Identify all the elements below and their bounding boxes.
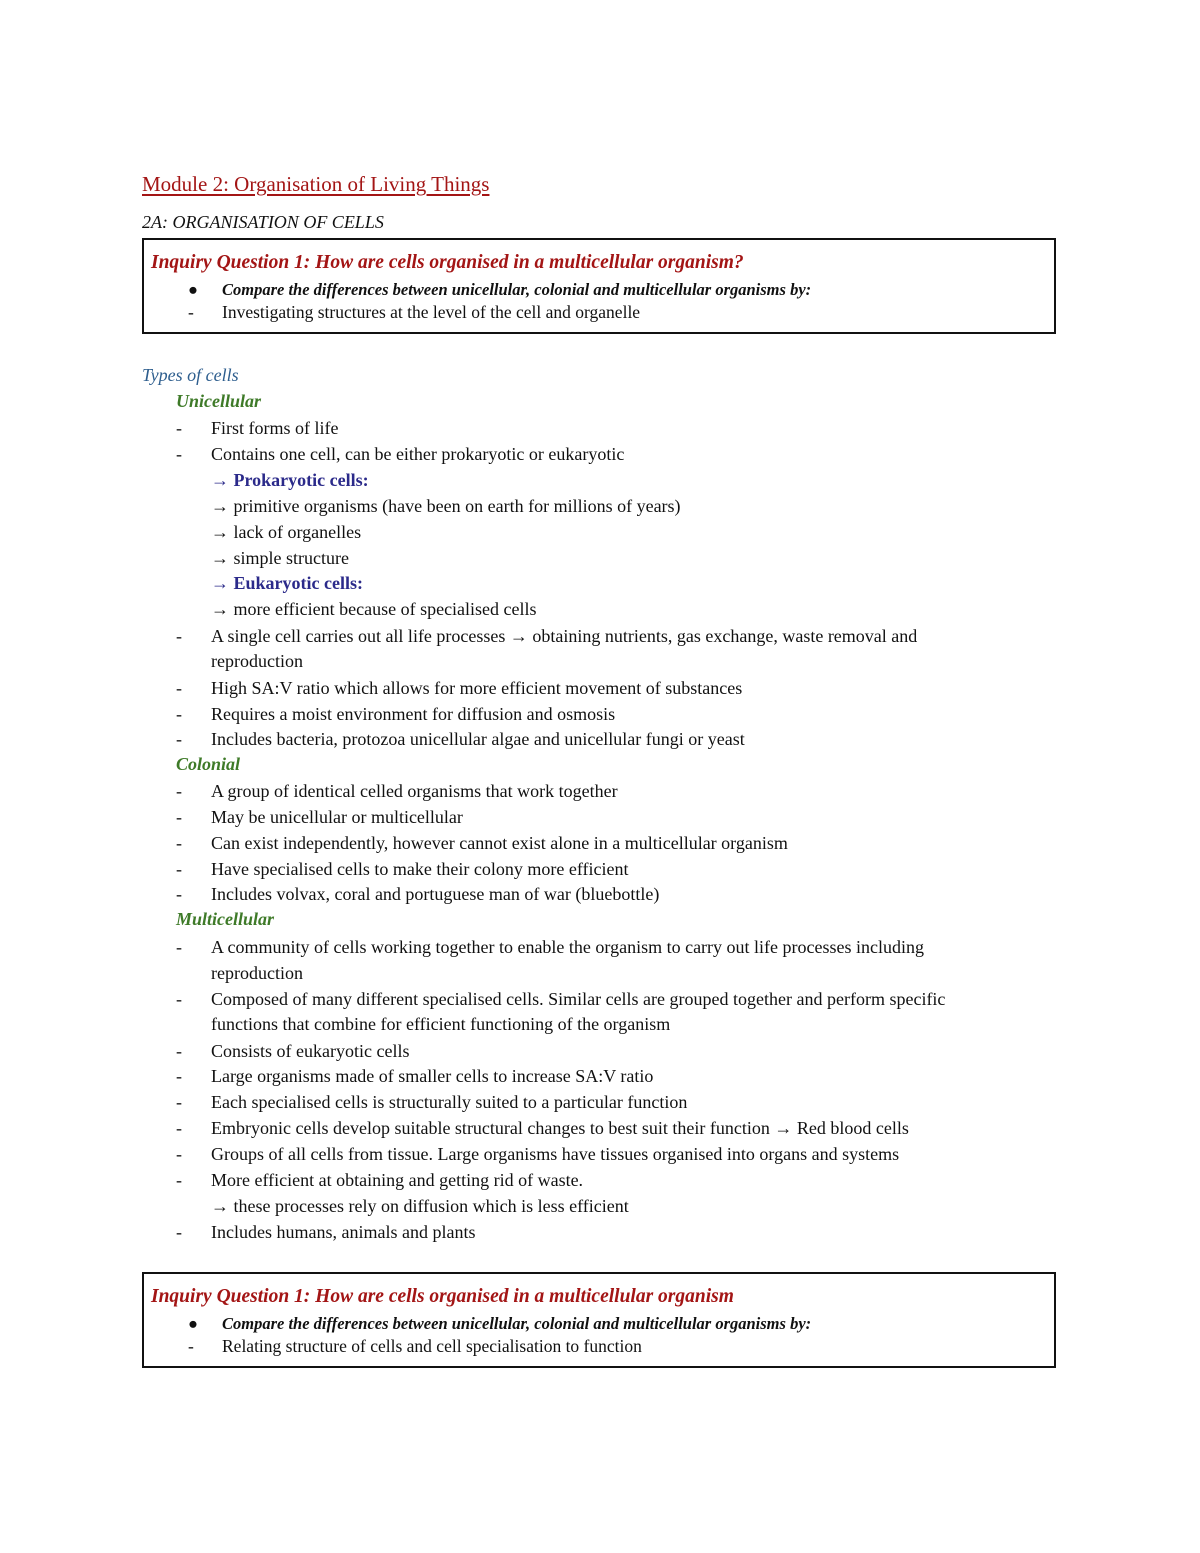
inquiry-box-2 [142, 1272, 1056, 1368]
list-item-text: A single cell carries out all life processes → obtaining nutrients, gas exchange, waste removal and [211, 626, 918, 646]
list-item [176, 1065, 653, 1087]
inquiry-bullet-text: Compare the differences between unicellular, colonial and multicellular organisms by: [222, 280, 812, 299]
list-item-text: Can exist independently, however cannot exist alone in a multicellular organism [211, 833, 788, 853]
prokaryotic-heading: → Prokaryotic cells: [211, 470, 369, 490]
dash-mark: - [176, 807, 182, 827]
list-item [176, 806, 463, 828]
dash-mark: - [176, 884, 182, 904]
dash-mark: - [176, 418, 182, 438]
list-item-text: Requires a moist environment for diffusion and osmosis [211, 704, 616, 724]
dash-mark: - [188, 302, 194, 322]
dash-mark: - [176, 1170, 182, 1190]
inquiry-bullet-text: Compare the differences between unicellular, colonial and multicellular organisms by: [222, 1314, 812, 1333]
list-item-text: Each specialised cells is structurally suited to a particular function [211, 1092, 688, 1112]
list-item-text: May be unicellular or multicellular [211, 807, 463, 827]
dash-mark: - [188, 1336, 194, 1356]
dash-mark: - [176, 1222, 182, 1242]
list-item-text: High SA:V ratio which allows for more efficient movement of substances [211, 678, 743, 698]
dash-mark: - [176, 1092, 182, 1112]
multicellular-heading: Multicellular [176, 909, 275, 929]
eukaryotic-heading: → Eukaryotic cells: [211, 573, 363, 593]
list-item-text: Consists of eukaryotic cells [211, 1041, 410, 1061]
dash-mark: - [176, 781, 182, 801]
module-title: Module 2: Organisation of Living Things [142, 172, 490, 196]
dash-mark: - [176, 444, 182, 464]
list-item [176, 1117, 909, 1139]
inquiry-dash-text: Investigating structures at the level of the cell and organelle [222, 302, 641, 322]
dash-mark: - [176, 626, 182, 646]
list-item-continuation: → these processes rely on diffusion which is less efficient [211, 1196, 629, 1216]
list-item-text: More efficient at obtaining and getting rid of waste. [211, 1170, 584, 1190]
list-item [176, 1040, 409, 1062]
list-item [176, 988, 945, 1010]
list-item-text: Contains one cell, can be either prokaryotic or eukaryotic [211, 444, 625, 464]
list-item-text: Includes volvax, coral and portuguese man of war (bluebottle) [211, 884, 660, 904]
list-item-text: A community of cells working together to enable the organism to carry out life processes including [211, 937, 924, 957]
types-heading: Types of cells [142, 365, 239, 385]
list-item [176, 780, 618, 802]
list-item [176, 883, 659, 905]
list-item-continuation: functions that combine for efficient functioning of the organism [211, 1014, 671, 1034]
list-item [176, 936, 924, 958]
inquiry-dash-item [188, 1336, 642, 1357]
eukaryotic-point: → more efficient because of specialised cells [211, 599, 537, 619]
inquiry-question: Inquiry Question 1: How are cells organised in a multicellular organism? [151, 252, 744, 273]
list-item [176, 728, 745, 750]
dash-mark: - [176, 704, 182, 724]
list-item-text: A group of identical celled organisms that work together [211, 781, 618, 801]
list-item [176, 1143, 899, 1165]
dash-mark: - [176, 1144, 182, 1164]
inquiry-bullet [188, 1314, 811, 1334]
list-item-text: First forms of life [211, 418, 339, 438]
unicellular-heading: Unicellular [176, 391, 262, 411]
dash-mark: - [176, 833, 182, 853]
list-item-text: Includes humans, animals and plants [211, 1222, 476, 1242]
prokaryotic-point: → primitive organisms (have been on earth for millions of years) [211, 496, 681, 516]
prokaryotic-point: → simple structure [211, 548, 349, 568]
inquiry-dash-text: Relating structure of cells and cell specialisation to function [222, 1336, 642, 1356]
bullet-mark: ● [188, 280, 198, 299]
dash-mark: - [176, 678, 182, 698]
list-item [176, 677, 742, 699]
dash-mark: - [176, 1118, 182, 1138]
inquiry-question: Inquiry Question 1: How are cells organised in a multicellular organism [151, 1286, 734, 1307]
inquiry-bullet [188, 280, 811, 300]
list-item [176, 1091, 687, 1113]
dash-mark: - [176, 859, 182, 879]
list-item [176, 625, 917, 647]
list-item [176, 1221, 475, 1243]
dash-mark: - [176, 1066, 182, 1086]
list-item [176, 1169, 583, 1191]
list-item-continuation: reproduction [211, 651, 303, 671]
prokaryotic-point: → lack of organelles [211, 522, 362, 542]
inquiry-dash-item [188, 302, 640, 323]
list-item [176, 858, 629, 880]
colonial-heading: Colonial [176, 754, 241, 774]
list-item-text: Large organisms made of smaller cells to increase SA:V ratio [211, 1066, 654, 1086]
list-item-text: Composed of many different specialised cells. Similar cells are grouped together and perform specific [211, 989, 946, 1009]
list-item-text: Includes bacteria, protozoa unicellular algae and unicellular fungi or yeast [211, 729, 745, 749]
section-subtitle: 2A: ORGANISATION OF CELLS [142, 212, 384, 232]
dash-mark: - [176, 729, 182, 749]
inquiry-box-1 [142, 238, 1056, 334]
list-item [176, 703, 615, 725]
list-item-continuation: reproduction [211, 963, 303, 983]
dash-mark: - [176, 989, 182, 1009]
list-item-text: Groups of all cells from tissue. Large organisms have tissues organised into organs and systems [211, 1144, 900, 1164]
list-item-text: Have specialised cells to make their colony more efficient [211, 859, 629, 879]
list-item-text: Embryonic cells develop suitable structural changes to best suit their function → Red blood cells [211, 1118, 909, 1138]
dash-mark: - [176, 937, 182, 957]
list-item [176, 417, 339, 439]
list-item [176, 832, 788, 854]
dash-mark: - [176, 1041, 182, 1061]
list-item [176, 443, 624, 465]
bullet-mark: ● [188, 1314, 198, 1333]
